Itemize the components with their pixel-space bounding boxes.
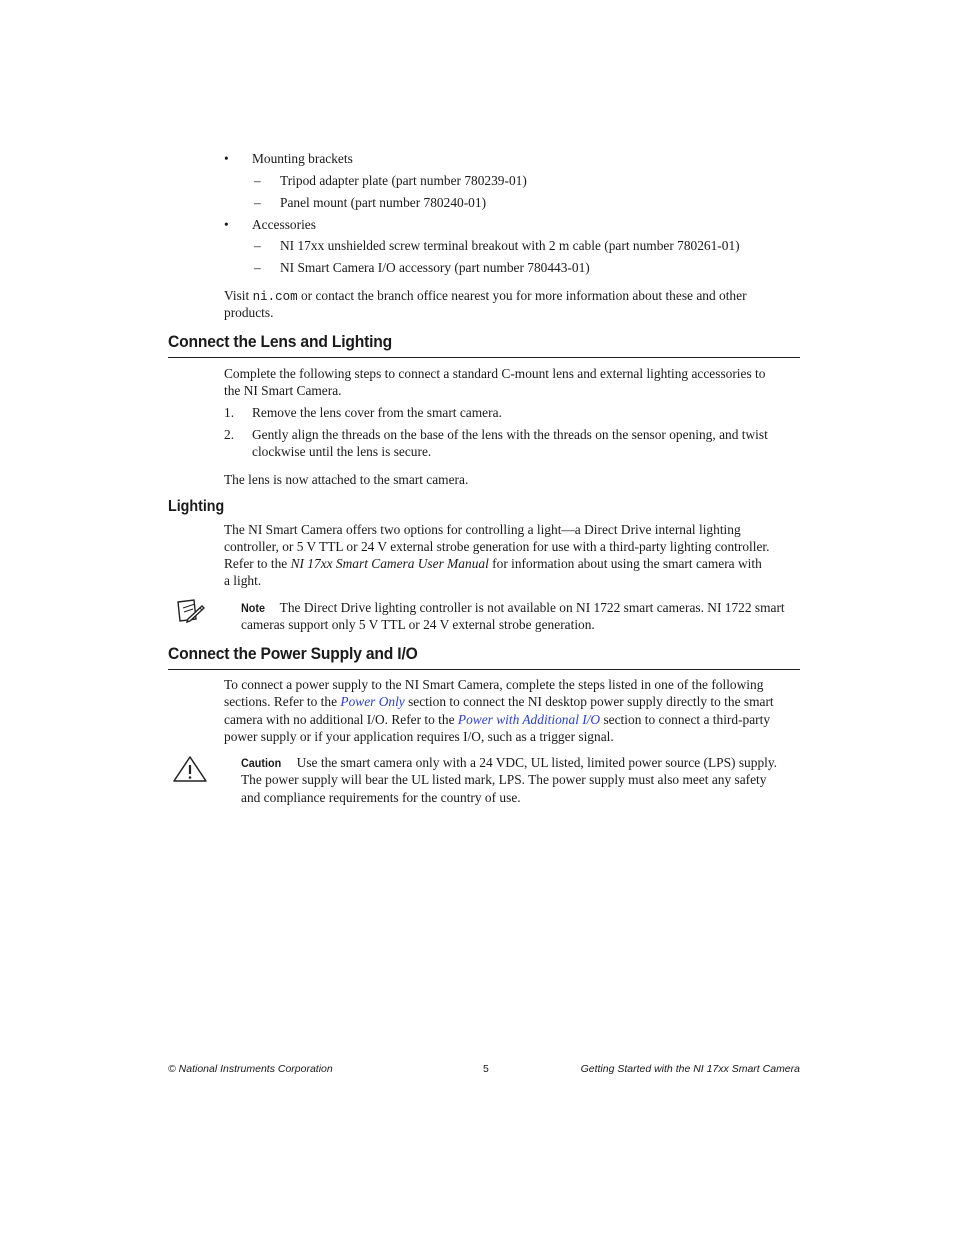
- power-para-line1: To connect a power supply to the NI Smart Camera, complete the steps listed in one of the following: [224, 677, 764, 692]
- note-line2: cameras support only 5 V TTL or 24 V external strobe generation.: [241, 617, 595, 632]
- section-heading-power: Connect the Power Supply and I/O: [168, 644, 418, 663]
- bullet-glyph: •: [224, 217, 229, 232]
- power-with-io-link[interactable]: Power with Additional I/O: [457, 712, 601, 727]
- power-para-line3: [224, 711, 770, 728]
- dash-glyph: –: [254, 195, 261, 210]
- step-text-continued: clockwise until the lens is secure.: [252, 444, 432, 459]
- caution-label: Caution: [241, 756, 282, 770]
- refer-text-after: for information about using the smart camera with: [488, 556, 762, 571]
- list-item-screw-terminal: NI 17xx unshielded screw terminal breakout with 2 m cable (part number 780261-01): [280, 238, 740, 253]
- power-text: section to connect a third-party: [600, 712, 771, 727]
- caution-line3: and compliance requirements for the country of use.: [241, 790, 521, 805]
- step-number: 2.: [224, 427, 235, 442]
- heading-rule: [168, 669, 800, 670]
- lighting-para-line1: The NI Smart Camera offers two options for controlling a light—a Direct Drive internal lighting: [224, 522, 741, 537]
- power-text: camera with no additional I/O. Refer to the: [224, 712, 458, 727]
- caution-line1: [241, 754, 777, 772]
- caution-line2: The power supply will bear the UL listed mark, LPS. The power supply must also meet any safety: [241, 772, 767, 787]
- section-heading-lens: Connect the Lens and Lighting: [168, 332, 393, 351]
- lens-result-text: The lens is now attached to the smart camera.: [224, 472, 469, 487]
- note-line1: [241, 599, 785, 617]
- dash-glyph: –: [254, 173, 261, 188]
- visit-text-before: Visit: [224, 288, 253, 303]
- dash-glyph: –: [254, 260, 261, 275]
- list-item-tripod-plate: Tripod adapter plate (part number 780239-01): [280, 173, 527, 188]
- power-para-line4: power supply or if your application requires I/O, such as a trigger signal.: [224, 729, 614, 744]
- list-item-accessories: Accessories: [252, 217, 316, 232]
- ni-com-code: ni.com: [252, 290, 298, 304]
- list-item-io-accessory: NI Smart Camera I/O accessory (part number 780443-01): [280, 260, 590, 275]
- list-item-mounting-brackets: Mounting brackets: [252, 151, 353, 166]
- footer-copyright: © National Instruments Corporation: [168, 1063, 333, 1075]
- list-item-panel-mount: Panel mount (part number 780240-01): [280, 195, 487, 210]
- note-text: The Direct Drive lighting controller is not available on NI 1722 smart cameras. NI 1722 smart: [279, 600, 785, 615]
- note-pencil-icon: [174, 597, 206, 625]
- power-only-link[interactable]: Power Only: [340, 694, 405, 709]
- caution-triangle-icon: [172, 755, 208, 783]
- power-text: sections. Refer to the: [224, 694, 341, 709]
- lighting-para-line3: [224, 555, 762, 572]
- note-label: Note: [241, 601, 266, 615]
- lighting-para-line2: controller, or 5 V TTL or 24 V external strobe generation for use with a third-party lighting controller.: [224, 539, 770, 554]
- footer-document-title: Getting Started with the NI 17xx Smart Camera: [580, 1063, 800, 1075]
- heading-rule: [168, 357, 800, 358]
- manual-title: NI 17xx Smart Camera User Manual: [290, 556, 489, 571]
- lighting-para-line4: a light.: [224, 573, 262, 588]
- power-text: section to connect the NI desktop power supply directly to the smart: [404, 694, 774, 709]
- caution-text: Use the smart camera only with a 24 VDC, UL listed, limited power source (LPS) supply.: [296, 755, 778, 770]
- visit-paragraph-line2: products.: [224, 305, 274, 320]
- dash-glyph: –: [254, 238, 261, 253]
- bullet-glyph: •: [224, 151, 229, 166]
- visit-text-after: or contact the branch office nearest you for more information about these and other: [297, 288, 747, 303]
- refer-text: Refer to the: [224, 556, 291, 571]
- lens-intro-line2: the NI Smart Camera.: [224, 383, 342, 398]
- power-para-line2: [224, 693, 774, 710]
- lens-intro-line1: Complete the following steps to connect a standard C-mount lens and external lighting accessories to: [224, 366, 766, 381]
- footer-page-number: 5: [483, 1063, 489, 1075]
- subsection-heading-lighting: Lighting: [168, 498, 225, 515]
- step-text: Remove the lens cover from the smart camera.: [252, 405, 502, 420]
- step-text: Gently align the threads on the base of the lens with the threads on the sensor opening, and twist: [252, 427, 768, 442]
- visit-paragraph-line1: [224, 287, 747, 306]
- step-number: 1.: [224, 405, 235, 420]
